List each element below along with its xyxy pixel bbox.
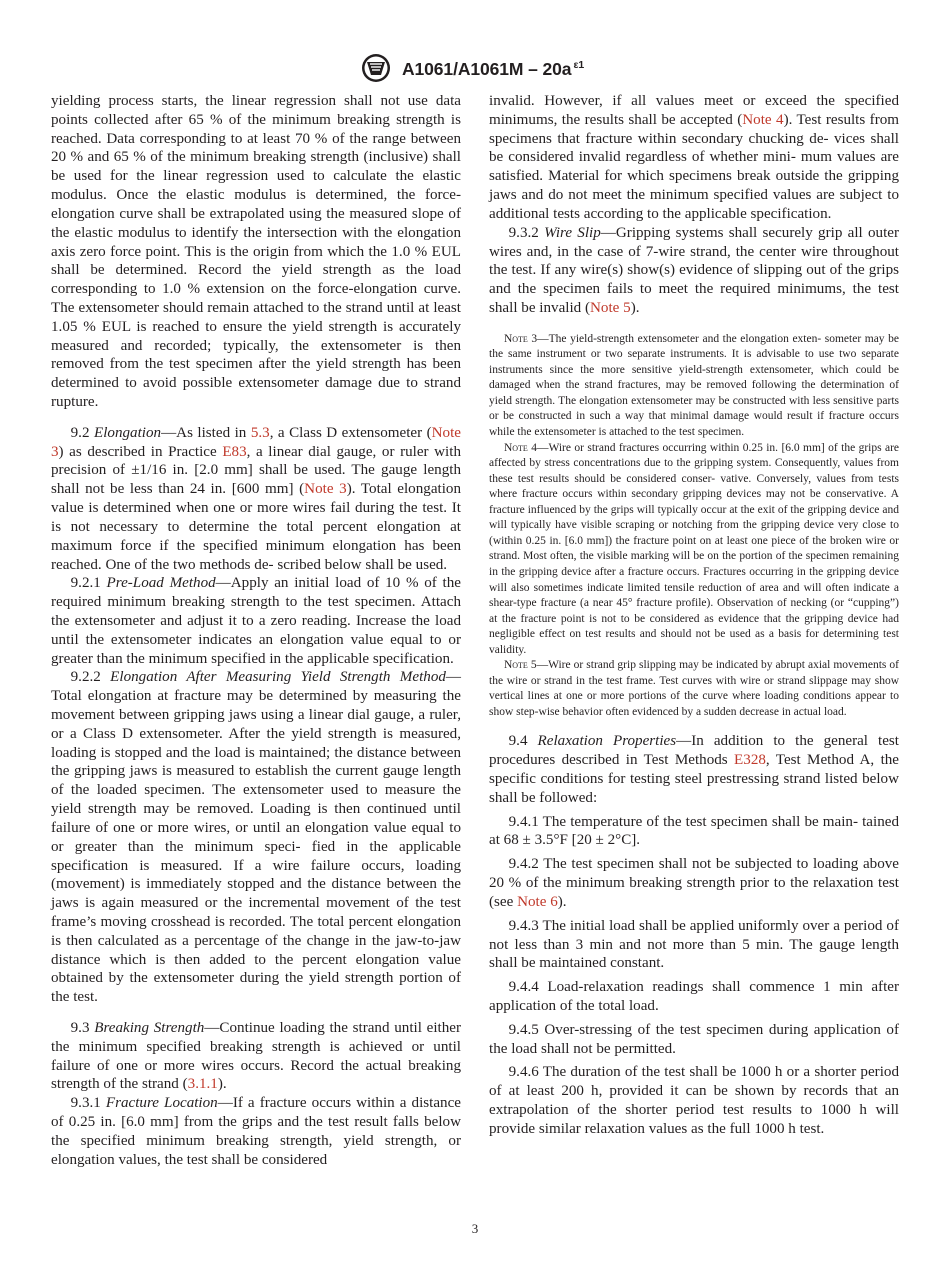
ref-3-1-1-link[interactable]: 3.1.1 xyxy=(187,1076,218,1093)
note-4: Note 4—Wire or strand fractures occurring within 0.25 in. [6.0 mm] of the grips are affected by stress concentrations due to the gripping system. Consequently, values from these test results should be considered conser- vative. Conversely, values from tests where fracture occurs within secondary gripping devices may not be conservative. A fracture influenced by the grips will typically occur at the exit of the gripping device and will typically have visible scraping or notching from the gripping device very close to (within 0.25 in. [6.0 mm]) the fracture point on at least one piece of the broken wire or strand. Most often, the visible marking will be on the portion of the specimen remaining in the gripping device after a fracture occurs. Fractures occurring in the gripping device will also sometimes indicate limited tensile reduction of area and will often indicate a shear-type fracture (a near 45° fracture profile). Observation of necking (or “cupping”) at the fracture point is not to be considered as evidence that the gripping device had negligible effect on test results and should not be used as a basis for determining test validity. xyxy=(489,441,900,656)
section-9-4-relaxation: 9.4 Relaxation Properties—In addition to the general test procedures described in Test Methods E328, Test Method A, the specific conditions for testing steel prestressing strand listed below shall be followed: xyxy=(489,733,900,806)
ref-note-5-link[interactable]: Note 5 xyxy=(590,299,631,316)
section-9-3-1-fracture-location: 9.3.1 Fracture Location—If a fracture occurs within a distance of 0.25 in. [6.0 mm] from the grips and the test result falls below the specified minimum breaking strength, yield strength, or elongation values, the test shall be considered xyxy=(51,1095,461,1168)
ref-note-3b-link[interactable]: Note 3 xyxy=(304,481,347,498)
note-3: Note 3—The yield-strength extensometer and the elongation exten- someter may be the same instrument or two separate instruments. It is advisable to use two separate instruments since the more sensitive yield-strength extensometer, which could be damaged when the strand fractures, may be removed following the determination of yield strength. The elongation extensometer may be constructed with less sensitive parts or be constructed in such a way that minimal damage would result if fracture occurs while the extensometer is attached to the test specimen. xyxy=(489,332,900,439)
left-column xyxy=(51,92,461,1170)
page-number: 3 xyxy=(471,1221,479,1236)
ref-note-3-link[interactable]: Note 3 xyxy=(51,424,461,460)
astm-logo-icon xyxy=(361,53,391,83)
ref-note-4-link[interactable]: Note 4 xyxy=(742,111,784,128)
section-9-4-1: 9.4.1 The temperature of the test specimen shall be main- tained at 68 ± 3.5°F [20 ± 2°C]. xyxy=(489,813,899,849)
section-9-3-breaking-strength: 9.3 Breaking Strength—Continue loading the strand until either the minimum specified breaking strength is achieved or until failure of one or more wires occurs. Record the actual breaking strength of the strand (3.1.1). xyxy=(51,1020,461,1093)
section-9-2-elongation: 9.2 Elongation—As listed in 5.3, a Class D extensometer (Note 3) as described in Practice E83, a linear dial gauge, or ruler with precision of ±1/16 in. [2.0 mm] shall be used. The gauge length shall not be less than 24 in. [600 mm] (Note 3). Total elongation value is determined when one or more wires fail during the test. It is not necessary to determine the total percent elongation at maximum force if the specified minimum elongation has been reached. One of the two methods de- scribed below shall be used. xyxy=(51,424,462,573)
ref-e83-link[interactable]: E83 xyxy=(222,443,247,460)
section-9-4-3: 9.4.3 The initial load shall be applied uniformly over a period of not less than 3 min and not more than 5 min. The gauge length shall be maintained constant. xyxy=(489,917,899,972)
section-9-4-5: 9.4.5 Over-stressing of the test specimen during application of the load shall not be permitted. xyxy=(489,1021,899,1057)
document-designation: A1061/A1061M – 20a $^{\varepsilon 1}$ xyxy=(402,59,585,79)
section-9-4-4: 9.4.4 Load-relaxation readings shall commence 1 min after application of the total load. xyxy=(489,979,899,1014)
note-5: Note 5—Wire or strand grip slipping may be indicated by abrupt axial movements of the wire or strand in the test frame. Test curves with wire or strand slippage may show vertical lines at one or more portions of the curve where loading conditions appear to show step-wise behavior often evidenced by a sudden decrease in actual load. xyxy=(489,659,900,718)
right-column xyxy=(489,92,899,1139)
paragraph-fracture-continued: invalid. However, if all values meet or exceed the specified minimums, the results shall be accepted (Note 4). Test results from specimens that fracture within secondary chucking de- vices shall be considered invalid regardless of whether mini- mum values are satisfied. Material for which specimens break outside the gripping jaws and do not meet the minimum specified values are subject to additional tests according to the applicable specification. xyxy=(489,93,900,222)
section-9-2-1-preload: 9.2.1 Pre-Load Method—Apply an initial load of 10 % of the required minimum breaking strength to the test specimen. Attach the extensometer and adjust it to a zero reading. Increase the load until the extensometer indicates an elongation value equal to or greater than the minimum specified in the applicable specification. xyxy=(51,575,461,667)
ref-note-6-link[interactable]: Note 6 xyxy=(517,893,558,910)
section-9-2-2-elongation-after-yield: 9.2.2 Elongation After Measuring Yield Strength Method— Total elongation at fracture may be determined by measuring the movement between gripping jaws using a linear dial gauge, a ruler, or a Class D extensometer. After the yield strength is measured, loading is stopped and the load is maintained; the distance between the gripping jaws is measured to establish the current gauge length of the loaded specimen. The extensometer used to measure the yield strength may be removed. Loading is then continued until failure of one or more wires, or until an elongation value equal to or greater than the minimum speci- fied in the applicable specification is measured. If a wire failure occurs, loading (movement) is immediately stopped and the distance between the jaws is again measured or the incremental movement of the test frame’s moving crosshead is recorded. The total percent elongation is then calculated as a percentage of the change in the jaw-to-jaw distance which is then added to the percent elongation value obtained by the extensometer during the yield strength portion of the test. xyxy=(51,669,462,1006)
paragraph-yield-continued: yielding process starts, the linear regression shall not use data points collected after 65 % of the minimum breaking strength is reached. Data corresponding to at least 70 % of the range between 20 % and 65 % of the minimum breaking strength (inclusive) shall be used for the linear regression used to calculate the elastic modulus. Once the elastic modulus is determined, the force-elongation curve shall be extrapolated using the measured slope of the elastic modulus to identify the intersection with the elongation axis zero force point. This is the origin from which the 1.0 % EUL shall be determined. Record the yield strength as the load corresponding to 1.0 % extension on the force-elongation curve. The extensometer should remain attached to the strand until at least 1.05 % EUL is reached to ensure the yield strength is accurately measured and recorded; typically, the extensometer is then removed from the test specimen after the yield strength has been determined to avoid possible extensometer damage due to strand rupture. xyxy=(51,93,461,410)
page-header xyxy=(0,53,950,87)
section-9-4-2: 9.4.2 The test specimen shall not be subjected to loading above 20 % of the minimum breaking strength prior to the relaxation test (see Note 6). xyxy=(489,856,899,910)
section-9-4-6: 9.4.6 The duration of the test shall be 1000 h or a shorter period of at least 200 h, provided it can be shown by records that an extrapolation of the shorter period test results to 1000 h will provide similar relaxation values as the full 1000 h test. xyxy=(489,1064,899,1137)
ref-e328-link[interactable]: E328 xyxy=(734,752,766,769)
section-9-3-2-wire-slip: 9.3.2 Wire Slip—Gripping systems shall securely grip all outer wires and, in the case of 7-wire strand, the center wire throughout the test. If any wire(s) show(s) evidence of slipping out of the grips and the specimen fails to meet the required minimums, the test shall be invalid (Note 5). xyxy=(489,224,900,316)
ref-5-3-link[interactable]: 5.3 xyxy=(250,424,270,441)
